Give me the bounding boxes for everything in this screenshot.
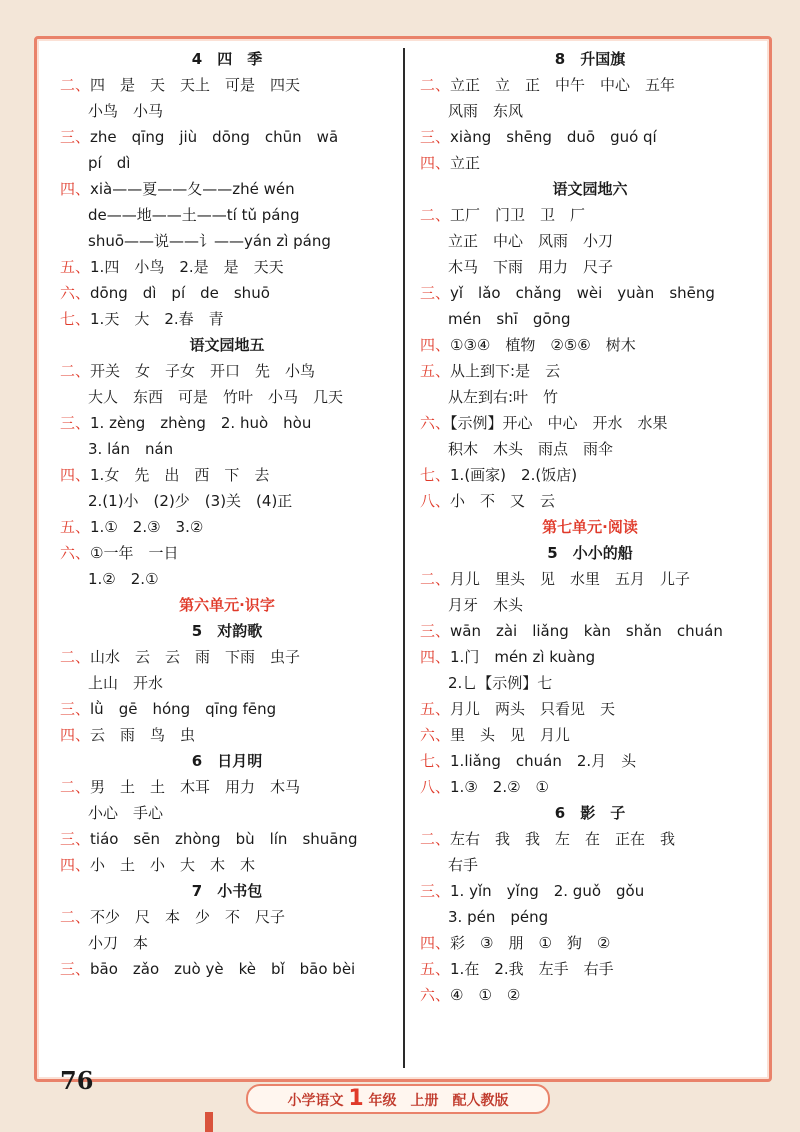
unit-heading: 第七单元·阅读 (542, 518, 638, 536)
answer-text: yǐ lǎo chǎng wèi yuàn shēng (450, 284, 715, 302)
answer-line (420, 124, 760, 150)
answer-line (60, 644, 394, 670)
answer-text: 开关 女 子女 开口 先 小鸟 (90, 362, 316, 380)
answer-line (420, 488, 760, 514)
unit-heading: 第六单元·识字 (179, 596, 275, 614)
section-heading: 语文园地五 (189, 336, 265, 354)
answer-text: ①一年 一日 (90, 544, 179, 562)
question-number: 七、 (60, 310, 91, 328)
answer-continuation: de——地——土——tí tǔ páng (88, 206, 300, 224)
question-number: 六、 (420, 414, 451, 432)
column-divider (403, 48, 405, 1068)
answer-line (60, 124, 394, 150)
question-number: 二、 (60, 778, 91, 796)
answer-line (60, 254, 394, 280)
answer-continuation: 风雨 东风 (448, 102, 524, 120)
answer-text: 四 是 天 天上 可是 四天 (90, 76, 301, 94)
answer-line (60, 176, 394, 202)
question-number: 二、 (60, 908, 91, 926)
answer-text: 1.四 小鸟 2.是 是 天天 (90, 258, 284, 276)
answer-text: 1.(画家) 2.(饭店) (450, 466, 578, 484)
answer-line (60, 826, 394, 852)
question-number: 七、 (420, 752, 451, 770)
answer-text: wān zài liǎng kàn shǎn chuán (450, 622, 723, 640)
answer-continuation: 1.② 2.① (88, 570, 159, 588)
question-number: 四、 (60, 856, 91, 874)
footer-grade-info: 年级 上册 配人教版 (368, 1093, 509, 1109)
question-number: 三、 (420, 284, 451, 302)
answer-line (420, 878, 760, 904)
question-number: 五、 (60, 258, 91, 276)
question-number: 五、 (420, 700, 451, 718)
answer-continuation: 月牙 木头 (448, 596, 524, 614)
question-number: 二、 (60, 362, 91, 380)
section-heading: 5 对韵歌 (191, 622, 263, 640)
answer-line (60, 514, 394, 540)
section-heading: 5 小小的船 (547, 544, 633, 562)
answer-continuation: 小心 手心 (88, 804, 164, 822)
answer-text: 里 头 见 月儿 (450, 726, 571, 744)
question-number: 七、 (420, 466, 451, 484)
answer-text: xiàng shēng duō guó qí (450, 128, 657, 146)
answer-text: 1. zèng zhèng 2. huò hòu (90, 414, 312, 432)
answer-line (60, 358, 394, 384)
question-number: 三、 (420, 128, 451, 146)
answer-continuation: 大人 东西 可是 竹叶 小马 几天 (88, 388, 344, 406)
answer-text: 【示例】开心 中心 开水 水果 (450, 414, 668, 432)
section-heading: 语文园地六 (552, 180, 628, 198)
section-heading: 8 升国旗 (554, 50, 626, 68)
answer-text: 1.女 先 出 西 下 去 (90, 466, 270, 484)
answer-line (420, 956, 760, 982)
answer-line (420, 410, 760, 436)
answer-text: 山水 云 云 雨 下雨 虫子 (90, 648, 301, 666)
answer-continuation: mén shī gōng (448, 310, 571, 328)
answer-text: 工厂 门卫 卫 厂 (450, 206, 586, 224)
question-number: 二、 (60, 76, 91, 94)
answer-continuation: 上山 开水 (88, 674, 164, 692)
question-number: 三、 (60, 960, 91, 978)
question-number: 六、 (420, 726, 451, 744)
question-number: 五、 (420, 960, 451, 978)
answer-line (420, 748, 760, 774)
question-number: 二、 (420, 570, 451, 588)
answer-text: ④ ① ② (450, 986, 521, 1004)
page-number: 76 (60, 1066, 94, 1095)
answer-line (420, 280, 760, 306)
answer-text: xià——夏——夂——zhé wén (90, 180, 295, 198)
answer-text: 从上到下:是 云 (450, 362, 561, 380)
answer-text: zhe qīng jiù dōng chūn wā (90, 128, 339, 146)
answer-continuation: 2.乚【示例】七 (448, 674, 553, 692)
question-number: 四、 (420, 154, 451, 172)
answer-text: 月儿 两头 只看见 天 (450, 700, 616, 718)
question-number: 二、 (420, 206, 451, 224)
footer-subject: 小学语文 (287, 1093, 344, 1109)
question-number: 八、 (420, 492, 451, 510)
question-number: 四、 (420, 336, 451, 354)
answer-line (420, 722, 760, 748)
answer-text: 男 土 土 木耳 用力 木马 (90, 778, 301, 796)
answer-continuation: 右手 (448, 856, 479, 874)
answer-text: ①③④ 植物 ②⑤⑥ 树木 (450, 336, 636, 354)
answer-line (60, 904, 394, 930)
answer-line (420, 566, 760, 592)
answer-line (60, 410, 394, 436)
answer-line (420, 150, 760, 176)
answer-text: 1.在 2.我 左手 右手 (450, 960, 614, 978)
answer-text: 1.① 2.③ 3.② (90, 518, 204, 536)
answer-line (420, 332, 760, 358)
answer-line (60, 280, 394, 306)
answer-text: 云 雨 鸟 虫 (90, 726, 196, 744)
answer-continuation: 积木 木头 雨点 雨伞 (448, 440, 614, 458)
answer-text: dōng dì pí de shuō (90, 284, 270, 302)
answer-text: 彩 ③ 朋 ① 狗 ② (450, 934, 611, 952)
right-column (420, 46, 760, 1008)
answer-continuation: 立正 中心 风雨 小刀 (448, 232, 614, 250)
answer-continuation: 木马 下雨 用力 尺子 (448, 258, 614, 276)
answer-text: 小 不 又 云 (450, 492, 556, 510)
answer-text: 1.③ 2.② ① (450, 778, 549, 796)
answer-text: 立正 (450, 154, 481, 172)
answer-continuation: 3. lán nán (88, 440, 174, 458)
section-heading: 4 四 季 (191, 50, 263, 68)
question-number: 四、 (60, 726, 91, 744)
footer-badge (246, 1084, 550, 1114)
answer-text: 1.liǎng chuán 2.月 头 (450, 752, 637, 770)
answer-line (420, 774, 760, 800)
answer-continuation: pí dì (88, 154, 131, 172)
question-number: 六、 (60, 544, 91, 562)
answer-text: 小 土 小 大 木 木 (90, 856, 256, 874)
question-number: 五、 (420, 362, 451, 380)
question-number: 三、 (60, 128, 91, 146)
answer-continuation: 3. pén péng (448, 908, 549, 926)
answer-line (420, 826, 760, 852)
answer-continuation: 2.(1)小 (2)少 (3)关 (4)正 (88, 492, 293, 510)
answer-text: bāo zǎo zuò yè kè bǐ bāo bèi (90, 960, 356, 978)
question-number: 二、 (420, 830, 451, 848)
answer-line (420, 358, 760, 384)
answer-continuation: 从左到右:叶 竹 (448, 388, 559, 406)
answer-line (60, 852, 394, 878)
answer-line (60, 696, 394, 722)
answer-text: 1.天 大 2.春 青 (90, 310, 224, 328)
question-number: 三、 (60, 414, 91, 432)
answer-line (420, 982, 760, 1008)
answer-line (60, 722, 394, 748)
question-number: 六、 (60, 284, 91, 302)
answer-line (420, 644, 760, 670)
section-heading: 6 日月明 (191, 752, 263, 770)
answer-line (420, 618, 760, 644)
answer-line (420, 462, 760, 488)
answer-line (60, 306, 394, 332)
question-number: 三、 (420, 882, 451, 900)
section-heading: 7 小书包 (191, 882, 263, 900)
section-heading: 6 影 子 (554, 804, 626, 822)
left-column (60, 46, 394, 982)
answer-line (60, 462, 394, 488)
question-number: 二、 (420, 76, 451, 94)
answer-line (420, 72, 760, 98)
question-number: 三、 (60, 700, 91, 718)
answer-text: tiáo sēn zhòng bù lín shuāng (90, 830, 358, 848)
question-number: 三、 (60, 830, 91, 848)
question-number: 四、 (60, 466, 91, 484)
answer-text: 立正 立 正 中午 中心 五年 (450, 76, 676, 94)
answer-line (420, 202, 760, 228)
answer-text: lǜ gē hóng qīng fēng (90, 700, 277, 718)
answer-line (420, 696, 760, 722)
answer-line (60, 72, 394, 98)
question-number: 五、 (60, 518, 91, 536)
answer-text: 1. yǐn yǐng 2. guǒ gǒu (450, 882, 645, 900)
question-number: 八、 (420, 778, 451, 796)
answer-line (60, 774, 394, 800)
question-number: 四、 (420, 934, 451, 952)
question-number: 六、 (420, 986, 451, 1004)
book-spine-mark (205, 1112, 213, 1132)
answer-continuation: shuō——说——讠——yán zì páng (88, 232, 331, 250)
question-number: 二、 (60, 648, 91, 666)
question-number: 四、 (420, 648, 451, 666)
answer-continuation: 小刀 本 (88, 934, 149, 952)
question-number: 三、 (420, 622, 451, 640)
answer-line (420, 930, 760, 956)
answer-line (60, 540, 394, 566)
footer-grade-number: 1 (348, 1086, 364, 1111)
answer-continuation: 小鸟 小马 (88, 102, 164, 120)
answer-text: 月儿 里头 见 水里 五月 儿子 (450, 570, 691, 588)
answer-text: 左右 我 我 左 在 正在 我 (450, 830, 676, 848)
question-number: 四、 (60, 180, 91, 198)
answer-text: 1.门 mén zì kuàng (450, 648, 596, 666)
answer-text: 不少 尺 本 少 不 尺子 (90, 908, 286, 926)
answer-line (60, 956, 394, 982)
